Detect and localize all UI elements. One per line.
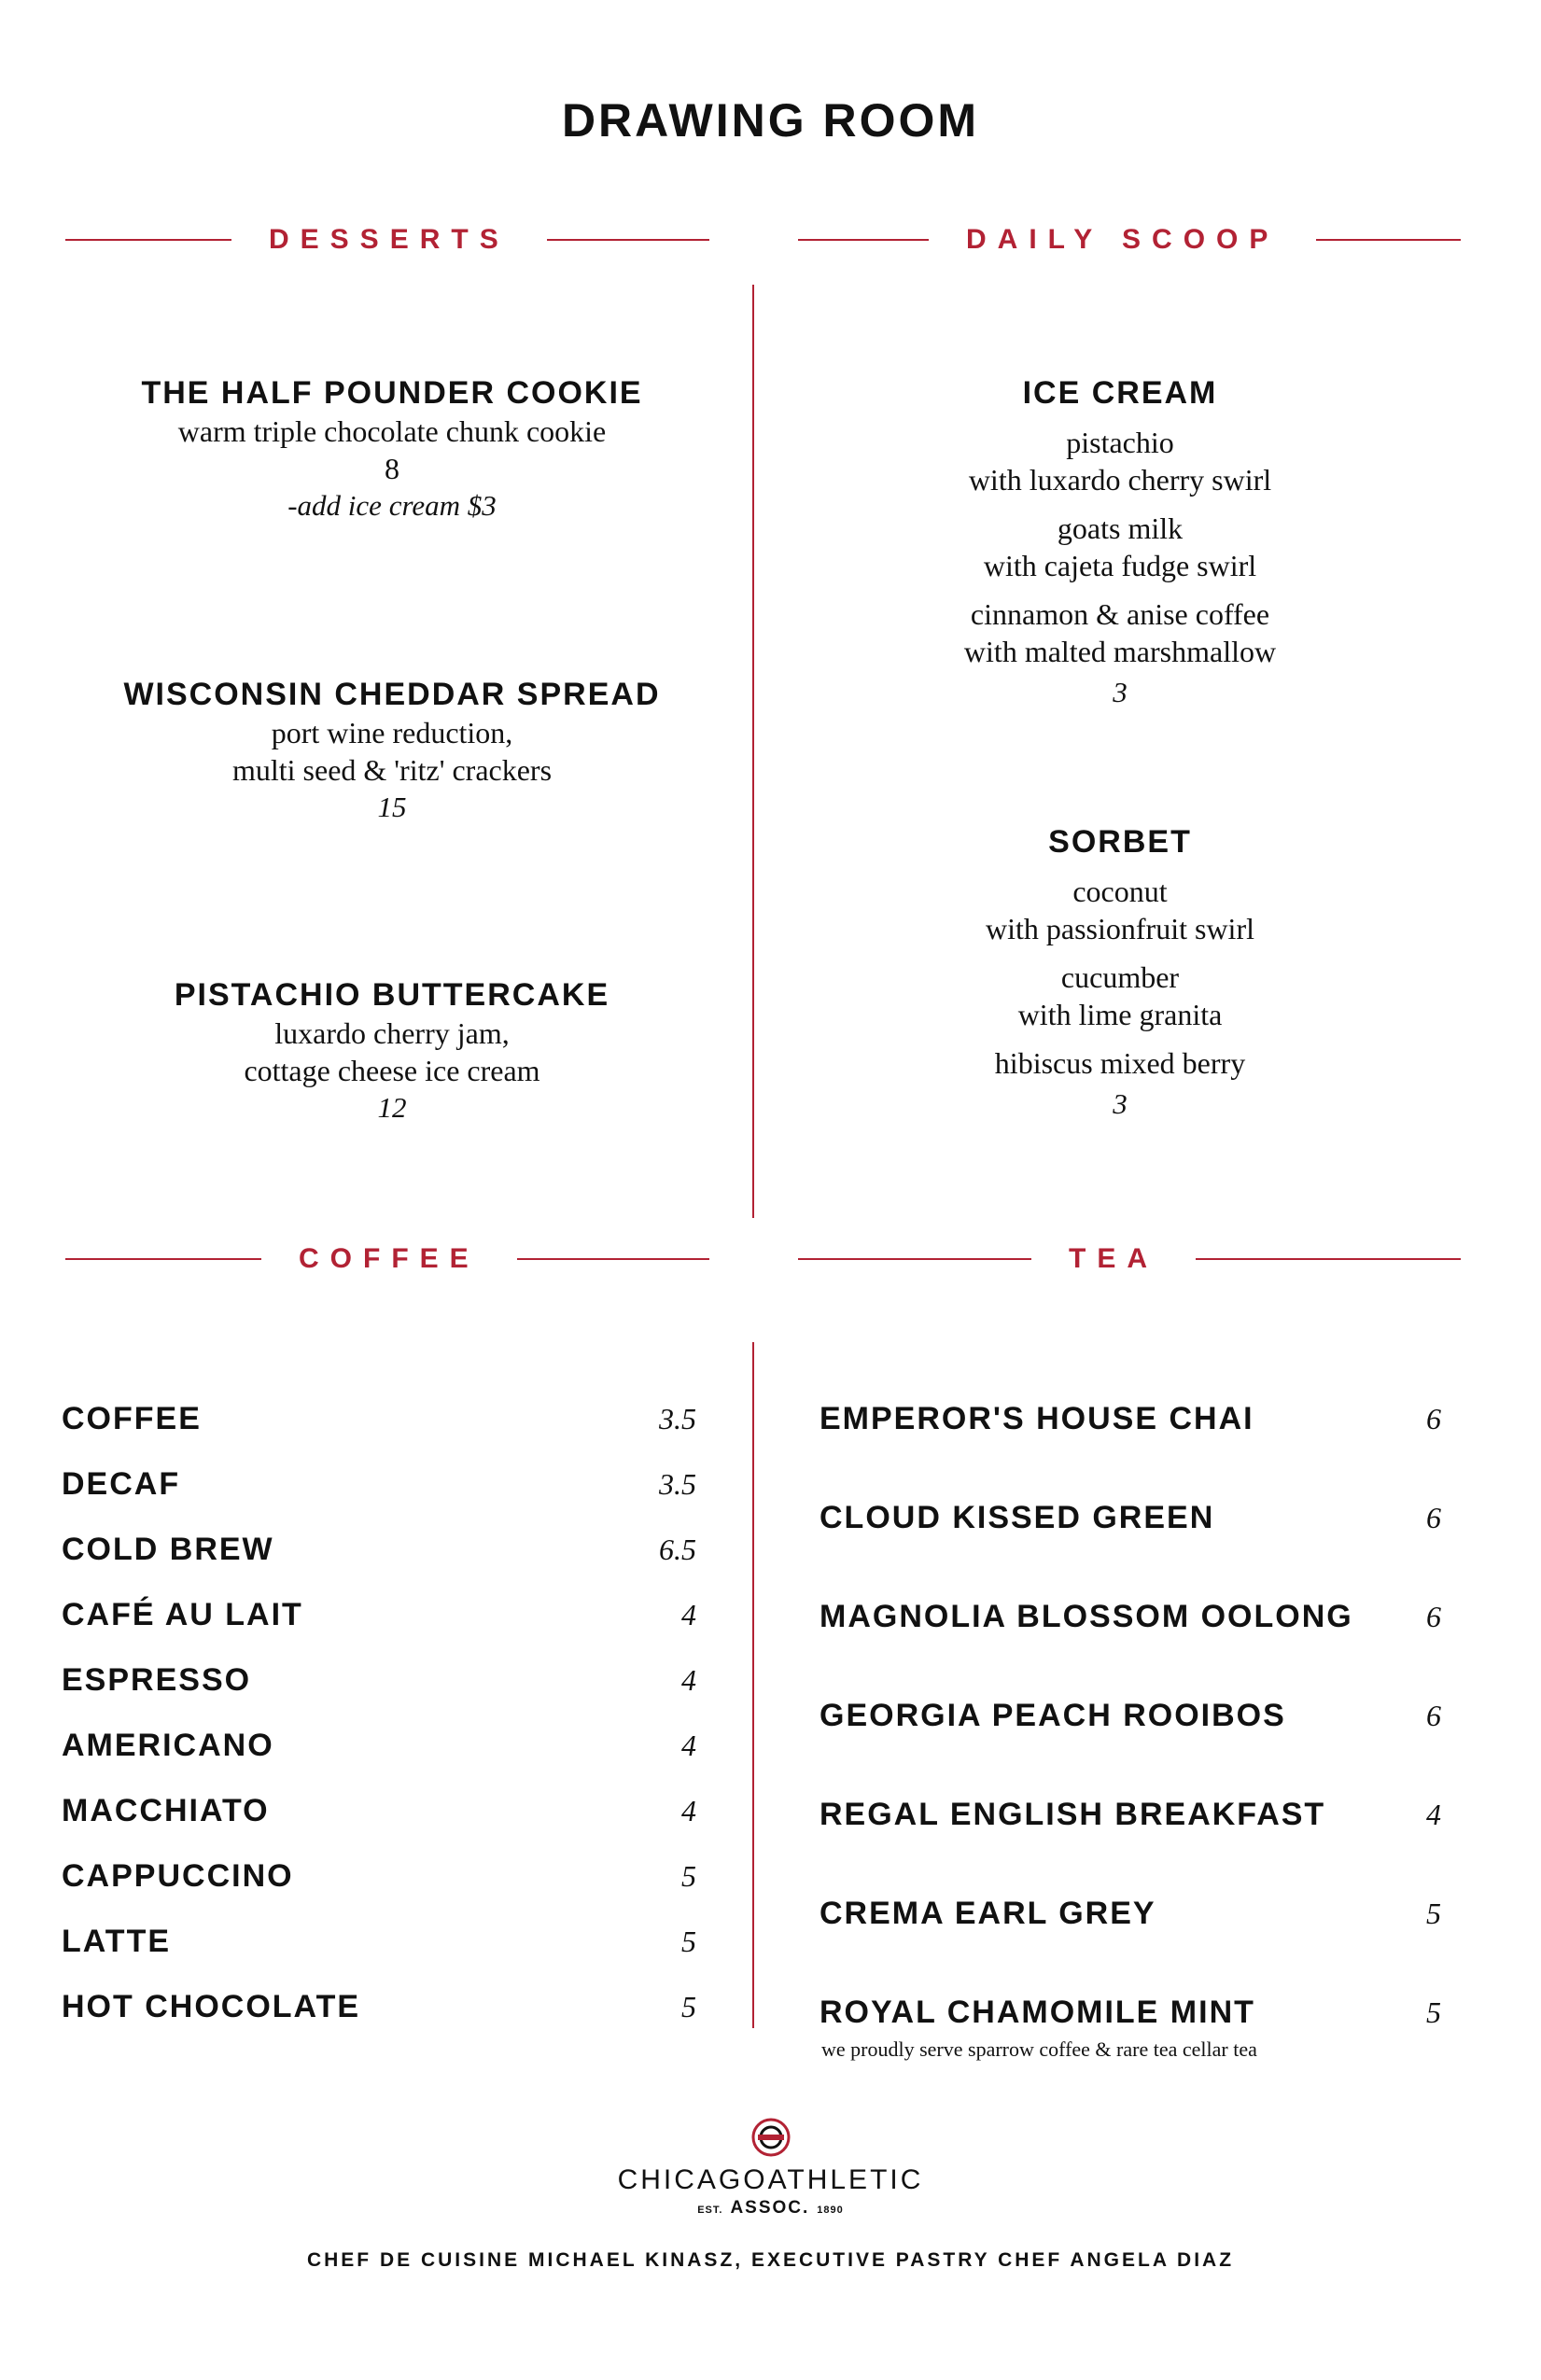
sorbet-block [803,822,1437,1123]
daily-scoop-header [798,221,1461,259]
tea-name: EMPEROR'S HOUSE CHAI [820,1400,1254,1436]
coffee-name: COLD BREW [62,1531,274,1567]
coffee-price: 4 [681,1597,696,1631]
coffee-row [62,1395,696,1442]
coffee-price: 5 [681,1989,696,2023]
tea-name: MAGNOLIA BLOSSOM OOLONG [820,1598,1353,1634]
flavor-detail: with passionfruit swirl [986,912,1254,945]
flavor-detail: with cajeta fudge swirl [983,549,1257,582]
tea-row [820,1791,1441,1838]
flavor-name: hibiscus mixed berry [994,1046,1246,1080]
header-rule [1316,239,1461,241]
dessert-description: cottage cheese ice cream [244,1054,540,1087]
dessert-note: -add ice cream $3 [287,489,497,522]
dessert-item [75,373,709,525]
header-rule [798,1258,1031,1260]
coffee-price: 3.5 [659,1466,696,1501]
header-rule [547,239,709,241]
coffee-price: 5 [681,1924,696,1958]
coffee-row [62,1526,696,1573]
dessert-name: THE HALF POUNDER COOKIE [141,375,643,411]
column-divider-top [752,285,754,1218]
dessert-description: port wine reduction, [271,716,513,749]
coffee-heading: COFFEE [299,1243,480,1274]
tea-name: GEORGIA PEACH ROOIBOS [820,1697,1286,1733]
coffee-header [65,1240,709,1278]
tea-row [820,1989,1441,2036]
tea-header [798,1240,1461,1278]
tea-row [820,1494,1441,1541]
daily-scoop-heading: DAILY SCOOP [966,224,1280,255]
tea-row [820,1593,1441,1640]
coffee-row [62,1657,696,1703]
dessert-price: 8 [385,452,399,485]
header-rule [65,239,231,241]
flavor-name: cinnamon & anise coffee [970,597,1270,631]
tea-name: CREMA EARL GREY [820,1895,1156,1931]
logo-assoc: ASSOC. [730,2198,810,2218]
logo-subline [0,2198,1541,2219]
coffee-name: ESPRESSO [62,1661,252,1698]
coffee-row [62,1983,696,2030]
flavor-entry [803,959,1437,1033]
dessert-item [75,675,709,826]
coffee-row [62,1918,696,1965]
tea-price: 5 [1426,1896,1441,1930]
flavor-name: pistachio [1066,426,1174,459]
coffee-price: 3.5 [659,1401,696,1435]
flavor-entry [803,510,1437,584]
dessert-price: 15 [377,791,407,823]
coffee-row [62,1787,696,1834]
flavor-entry [803,1044,1437,1082]
tea-price: 4 [1426,1797,1441,1831]
dessert-name: WISCONSIN CHEDDAR SPREAD [123,677,661,712]
chef-credit: CHEF DE CUISINE MICHAEL KINASZ, EXECUTIVE PASTRY CHEF ANGELA DIAZ [306,2249,1235,2271]
flavor-name: coconut [1072,875,1168,908]
dessert-price: 12 [377,1091,407,1124]
ice-cream-price: 3 [1113,676,1128,708]
desserts-heading: DESSERTS [269,224,510,255]
flavor-detail: with malted marshmallow [963,635,1277,668]
header-rule [1196,1258,1461,1260]
tea-price: 6 [1426,1500,1441,1534]
coffee-name: CAFÉ AU LAIT [62,1596,303,1632]
tea-row [820,1395,1441,1442]
coffee-price: 4 [681,1662,696,1697]
logo [0,2116,1541,2219]
page-title: DRAWING ROOM [561,94,980,147]
coffee-row [62,1722,696,1769]
tea-footnote: we proudly serve sparrow coffee & rare tea cellar tea [821,2037,1257,2061]
flavor-name: cucumber [1060,960,1180,994]
desserts-header [65,221,709,259]
coffee-name: COFFEE [62,1400,202,1436]
coffee-name: MACCHIATO [62,1792,270,1828]
coffee-row [62,1591,696,1638]
ice-cream-block [803,373,1437,711]
logo-year: 1890 [817,2205,844,2216]
logo-emblem-icon [749,2116,792,2159]
dessert-description: multi seed & 'ritz' crackers [231,753,553,787]
dessert-name: PISTACHIO BUTTERCAKE [174,977,610,1013]
coffee-name: LATTE [62,1923,172,1959]
tea-row [820,1890,1441,1937]
flavor-entry [803,873,1437,947]
coffee-name: CAPPUCCINO [62,1857,294,1894]
tea-row [820,1692,1441,1739]
flavor-detail: with luxardo cherry swirl [968,463,1272,497]
coffee-name: AMERICANO [62,1727,274,1763]
sorbet-name: SORBET [1048,824,1192,860]
coffee-price: 5 [681,1858,696,1893]
dessert-item [75,975,709,1127]
coffee-row [62,1853,696,1899]
tea-price: 5 [1426,1995,1441,2029]
flavor-entry [803,424,1437,498]
logo-wordmark: CHICAGOATHLETIC [617,2164,924,2195]
coffee-price: 4 [681,1728,696,1762]
sorbet-price: 3 [1113,1087,1128,1120]
tea-name: CLOUD KISSED GREEN [820,1499,1215,1535]
logo-est: EST. [697,2205,723,2216]
coffee-name: DECAF [62,1465,181,1502]
coffee-row [62,1461,696,1507]
flavor-name: goats milk [1057,511,1184,545]
header-rule [517,1258,709,1260]
tea-name: ROYAL CHAMOMILE MINT [820,1994,1255,2030]
header-rule [65,1258,261,1260]
dessert-description: warm triple chocolate chunk cookie [177,414,607,448]
flavor-detail: with lime granita [1017,998,1223,1031]
column-divider-bottom [752,1342,754,2028]
flavor-entry [803,595,1437,670]
tea-price: 6 [1426,1599,1441,1633]
dessert-description: luxardo cherry jam, [274,1016,510,1050]
header-rule [798,239,929,241]
tea-heading: TEA [1069,1243,1158,1274]
ice-cream-name: ICE CREAM [1022,375,1218,411]
coffee-price: 4 [681,1793,696,1827]
coffee-price: 6.5 [659,1532,696,1566]
tea-price: 6 [1426,1698,1441,1732]
tea-price: 6 [1426,1401,1441,1435]
coffee-name: HOT CHOCOLATE [62,1988,361,2024]
tea-name: REGAL ENGLISH BREAKFAST [820,1796,1326,1832]
